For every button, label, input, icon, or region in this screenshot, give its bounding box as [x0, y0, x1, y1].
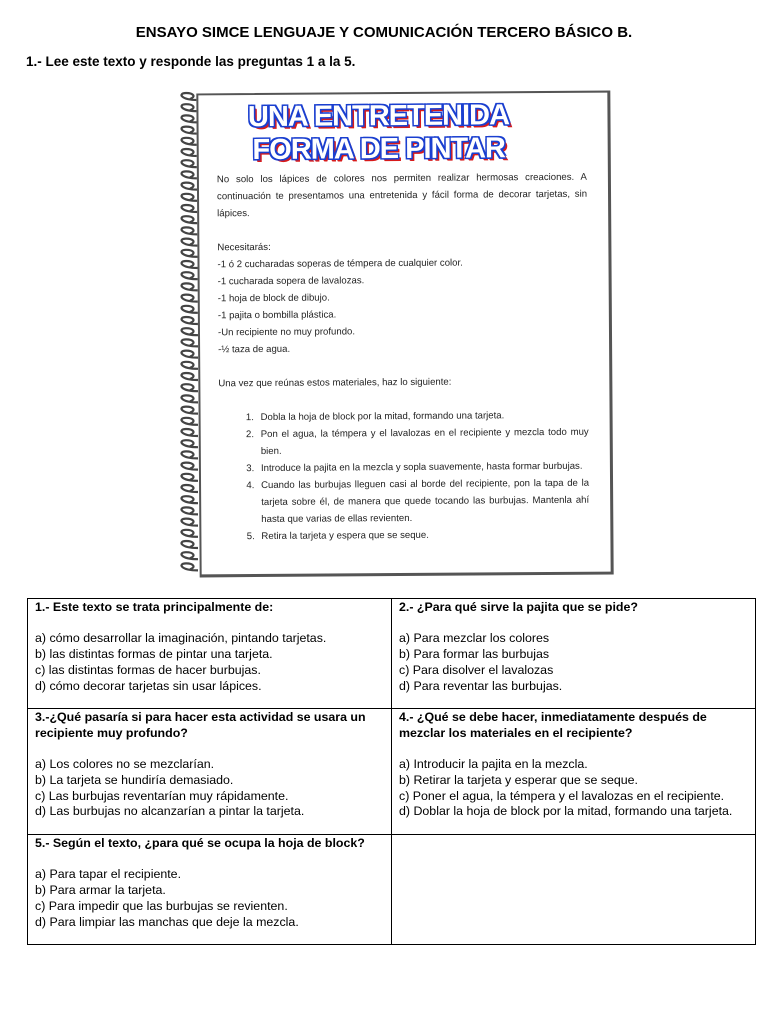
material-item: -1 ó 2 cucharadas soperas de témpera de cualquier color. — [217, 257, 463, 271]
question-option: c) Poner el agua, la témpera y el lavalozas en el recipiente. — [399, 788, 725, 803]
question-option: a) cómo desarrollar la imaginación, pintando tarjetas. — [35, 631, 327, 646]
empty-cell — [392, 835, 756, 945]
question-option: b) Retirar la tarjeta y esperar que se seque. — [399, 772, 638, 787]
question-cell-1 — [28, 599, 392, 709]
reading-intro: No solo los lápices de colores nos permiten realizar hermosas creaciones. A continuación te presentamos una entretenida y fácil forma de decorar tarjetas, sin lápices. — [216, 171, 588, 220]
question-option: c) Para impedir que las burbujas se revienten. — [35, 898, 288, 913]
step-item: 3. Introduce la pajita en la mezcla y sopla suavemente, hasta formar burbujas. — [257, 458, 589, 477]
question-option: a) Introducir la pajita en la mezcla. — [399, 757, 588, 772]
question-title: 5.- Según el texto, ¿para qué se ocupa la hoja de block? — [35, 836, 365, 850]
notebook-page — [196, 91, 613, 578]
question-option: d) cómo decorar tarjetas sin usar lápices. — [35, 678, 262, 693]
questions-table — [27, 598, 756, 945]
question-option: a) Para mezclar los colores — [399, 631, 550, 646]
question-option: b) La tarjeta se hundiría demasiado. — [35, 772, 234, 787]
reading-title-line2: FORMA DE PINTAR — [252, 132, 506, 167]
question-option: b) las distintas formas de pintar una tarjeta. — [35, 647, 273, 662]
steps-intro: Una vez que reúnas estos materiales, haz lo siguiente: — [218, 376, 452, 390]
instruction-text: 1.- Lee este texto y responde las preguntas 1 a la 5. — [26, 54, 356, 69]
material-item: -½ taza de agua. — [218, 343, 291, 356]
question-option: d) Para limpiar las manchas que deje la mezcla. — [35, 914, 299, 929]
reading-notebook-figure — [176, 88, 616, 580]
question-option: c) Las burbujas reventarían muy rápidamente. — [35, 788, 289, 803]
question-title: 2.- ¿Para qué sirve la pajita que se pide? — [399, 600, 638, 614]
question-option: d) Las burbujas no alcanzarían a pintar la tarjeta. — [35, 804, 305, 819]
step-item: 4. Cuando las burbujas lleguen casi al borde del recipiente, pon la tapa de la tarjeta sobre él, de manera que quede tocando las burbujas. Mantenla ahí hasta que varias de ellas revienten. — [257, 475, 589, 528]
question-title: 1.- Este texto se trata principalmente de: — [35, 600, 274, 614]
step-item: 1. Dobla la hoja de block por la mitad, formando una tarjeta. — [257, 407, 589, 426]
reading-body — [217, 169, 590, 546]
question-title: 3.-¿Qué pasaría si para hacer esta actividad se usara un recipiente muy profundo? — [35, 710, 366, 740]
material-item: -1 pajita o bombilla plástica. — [217, 309, 337, 322]
question-option: c) las distintas formas de hacer burbujas. — [35, 662, 261, 677]
question-option: d) Para reventar las burbujas. — [399, 678, 563, 693]
step-item: 2. Pon el agua, la témpera y el lavalozas en el recipiente y mezcla todo muy bien. — [257, 424, 589, 460]
question-title: 4.- ¿Qué se debe hacer, inmediatamente después de mezclar los materiales en el recipiente? — [399, 710, 707, 740]
question-cell-4 — [392, 709, 756, 835]
question-cell-2 — [392, 599, 756, 709]
material-item: -1 hoja de block de dibujo. — [217, 292, 330, 305]
question-cell-5 — [28, 835, 392, 945]
reading-title-line1: UNA ENTRETENIDA — [247, 99, 510, 134]
question-option: b) Para formar las burbujas — [399, 647, 550, 662]
steps-list — [219, 407, 590, 546]
reading-title — [228, 99, 528, 167]
question-option: a) Los colores no se mezclarían. — [35, 757, 215, 772]
question-option: c) Para disolver el lavalozas — [399, 662, 554, 677]
question-option: a) Para tapar el recipiente. — [35, 867, 182, 882]
step-item: 5. Retira la tarjeta y espera que se seque. — [257, 526, 589, 545]
document-title: ENSAYO SIMCE LENGUAJE Y COMUNICACIÓN TERCERO BÁSICO B. — [135, 24, 633, 41]
question-cell-3 — [28, 709, 392, 835]
materials-heading: Necesitarás: — [217, 241, 271, 254]
question-option: b) Para armar la tarjeta. — [35, 883, 166, 898]
material-item: -Un recipiente no muy profundo. — [217, 326, 356, 339]
material-item: -1 cucharada sopera de lavalozas. — [217, 275, 365, 288]
question-option: d) Doblar la hoja de block por la mitad, formando una tarjeta. — [399, 804, 733, 819]
